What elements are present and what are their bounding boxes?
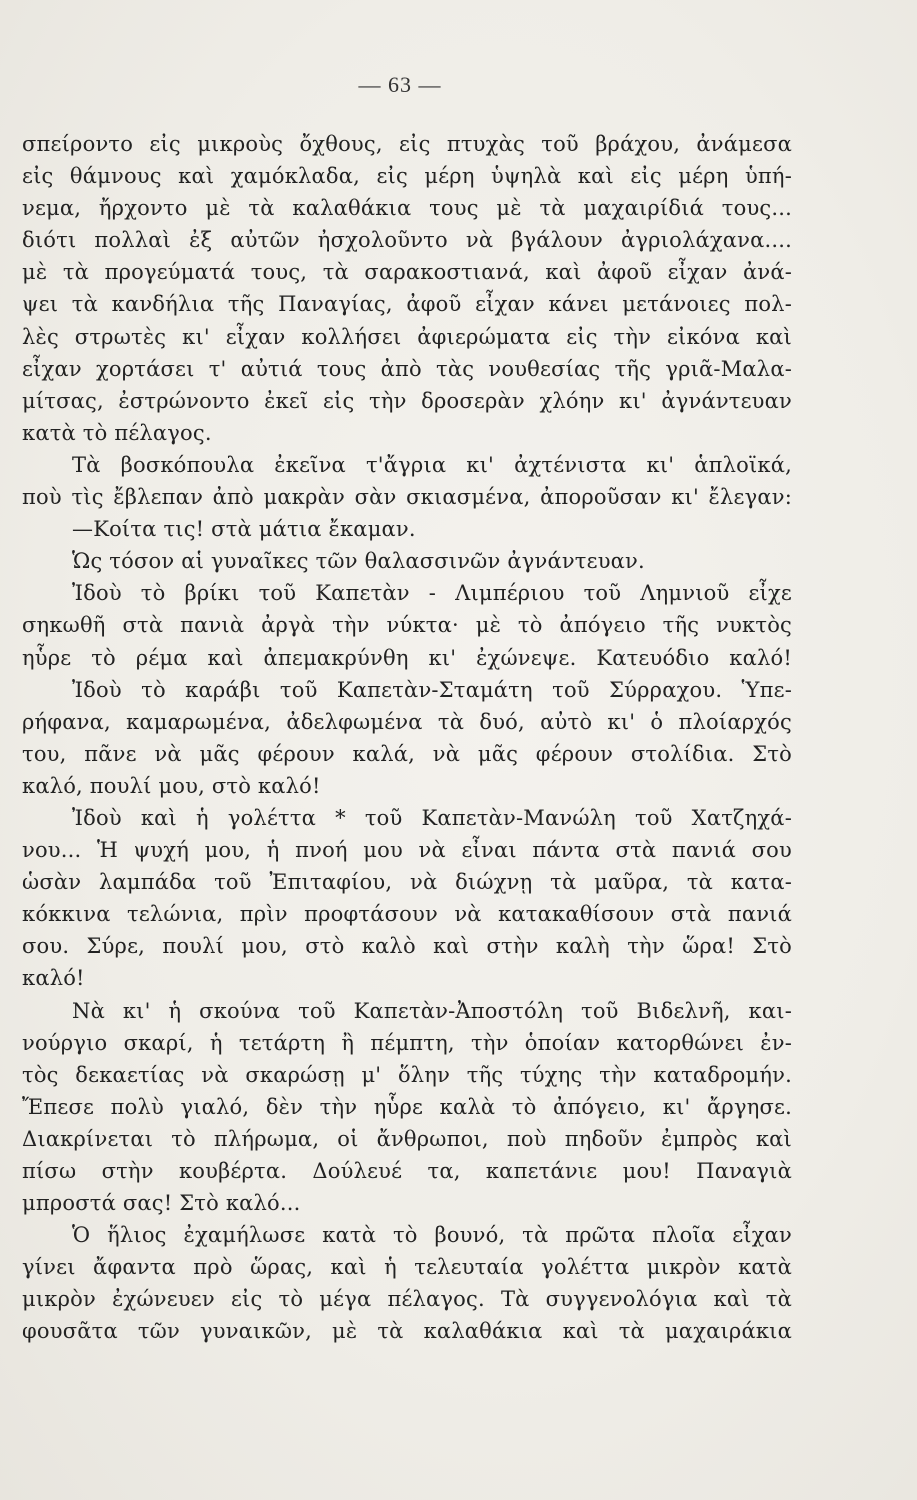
text-line: μικρὸν ἐχώνευεν εἰς τὸ μέγα πέλαγος. Τὰ συγγενολόγια καὶ τὰ [22, 1287, 792, 1312]
text-line: ὡσὰν λαμπάδα τοῦ Ἐπιταφίου, νὰ διώχνῃ τὰ μαῦρα, τὰ κατα- [22, 870, 792, 895]
text-line: νούργιο σκαρί, ἡ τετάρτη ἢ πέμπτη, τὴν ὁποίαν κατορθώνει ἐν- [22, 1030, 792, 1055]
text-line: Ἰδοὺ τὸ βρίκι τοῦ Καπετὰν - Λιμπέριου τοῦ Λημνιοῦ εἶχε [72, 581, 792, 606]
text-line: μπροστά σας! Στὸ καλό... [22, 1191, 301, 1216]
page-number: — 63 — [358, 72, 442, 97]
text-line: διότι πολλαὶ ἐξ αὐτῶν ἠσχολοῦντο νὰ βγάλουν ἀγριολάχανα.... [22, 228, 792, 253]
text-line: σπείροντο εἰς μικροὺς ὄχθους, εἰς πτυχὰς τοῦ βράχου, ἀνάμεσα [22, 132, 792, 156]
text-line: του, πᾶνε νὰ μᾶς φέρουν καλά, νὰ μᾶς φέρουν στολίδια. Στὸ [22, 741, 792, 766]
text-line: γίνει ἄφαντα πρὸ ὥρας, καὶ ἡ τελευταία γολέττα μικρὸν κατὰ [22, 1255, 792, 1280]
text-line: μίτσας, ἐστρώνοντο ἐκεῖ εἰς τὴν δροσερὰν χλόην κι' ἀγνάντευαν [22, 388, 792, 413]
text-line: Τὰ βοσκόπουλα ἐκεῖνα τ'ἄγρια κι' ἀχτένιστα κι' ἁπλοϊκά, [72, 452, 792, 477]
text-line: κόκκινα τελώνια, πρὶν προφτάσουν νὰ κατακαθίσουν στὰ πανιά [22, 902, 792, 927]
text-line: ψει τὰ κανδήλια τῆς Παναγίας, ἀφοῦ εἶχαν κάνει μετάνοιες πολ- [22, 292, 792, 317]
text-line: Νὰ κι' ἡ σκούνα τοῦ Καπετὰν-Ἀποστόλη τοῦ Βιδελνῆ, και- [72, 998, 792, 1023]
text-line: τὸς δεκαετίας νὰ σκαρώσῃ μ' ὅλην τῆς τύχης τὴν καταδρομήν. [22, 1062, 792, 1087]
text-line: ρήφανα, καμαρωμένα, ἀδελφωμένα τὰ δυό, αὐτὸ κι' ὁ πλοίαρχός [22, 709, 792, 734]
text-line: Ὁ ἥλιος ἐχαμήλωσε κατὰ τὸ βουνό, τὰ πρῶτα πλοῖα εἶχαν [72, 1223, 792, 1248]
text-line: ποὺ τὶς ἔβλεπαν ἀπὸ μακρὰν σὰν σκιασμένα, ἀποροῦσαν κι' ἔλεγαν: [22, 485, 792, 510]
text-line: ηὗρε τὸ ρέμα καὶ ἀπεμακρύνθη κι' ἐχώνεψε. Κατευόδιο καλό! [22, 645, 792, 670]
text-line: Ἰδοὺ τὸ καράβι τοῦ Καπετὰν-Σταμάτη τοῦ Σύρραχου. Ὑπε- [72, 677, 792, 702]
text-line: Ἔπεσε πολὺ γιαλό, δὲν τὴν ηὗρε καλὰ τὸ ἀπόγειο, κι' ἄργησε. [22, 1094, 792, 1119]
text-line: κατὰ τὸ πέλαγος. [22, 420, 212, 445]
text-line: —Κοίτα τις! στὰ μάτια ἔκαμαν. [72, 517, 416, 542]
text-line: νεμα, ἤρχοντο μὲ τὰ καλαθάκια τους μὲ τὰ μαχαιρίδιά τους... [22, 196, 792, 221]
text-line: μὲ τὰ προγεύματά τους, τὰ σαρακοστιανά, καὶ ἀφοῦ εἶχαν ἀνά- [22, 260, 792, 285]
text-line: φουσᾶτα τῶν γυναικῶν, μὲ τὰ καλαθάκια καὶ τὰ μαχαιράκια [22, 1319, 792, 1344]
text-line: Διακρίνεται τὸ πλήρωμα, οἱ ἄνθρωποι, ποὺ πηδοῦν ἐμπρὸς καὶ [22, 1126, 792, 1151]
text-line: καλό! [22, 966, 85, 991]
text-line: Ὡς τόσον αἱ γυναῖκες τῶν θαλασσινῶν ἀγνάντευαν. [72, 549, 645, 574]
text-line: σου. Σύρε, πουλί μου, στὸ καλὸ καὶ στὴν καλὴ τὴν ὥρα! Στὸ [22, 934, 792, 959]
text-line: εἶχαν χορτάσει τ' αὐτιά τους ἀπὸ τὰς νουθεσίας τῆς γριᾶ-Μαλα- [22, 356, 792, 381]
text-line: εἰς θάμνους καὶ χαμόκλαδα, εἰς μέρη ὑψηλὰ καὶ εἰς μέρη ὑπή- [22, 164, 792, 189]
text-line: πίσω στὴν κουβέρτα. Δούλευέ τα, καπετάνιε μου! Παναγιὰ [22, 1159, 792, 1183]
text-line: καλό, πουλί μου, στὸ καλό! [22, 773, 321, 798]
text-line: Ἰδοὺ καὶ ἡ γολέττα * τοῦ Καπετὰν-Μανώλη τοῦ Χατζηχά- [72, 805, 792, 830]
text-line: λὲς στρωτὲς κι' εἶχαν κολλήσει ἀφιερώματα εἰς τὴν εἰκόνα καὶ [22, 324, 792, 349]
page-body-text [22, 128, 792, 1348]
text-line: νου... Ἡ ψυχή μου, ἡ πνοή μου νὰ εἶναι πάντα στὰ πανιά σου [22, 838, 792, 863]
text-line: σηκωθῆ στὰ πανιὰ ἀργὰ τὴν νύκτα· μὲ τὸ ἀπόγειο τῆς νυκτὸς [22, 613, 792, 638]
